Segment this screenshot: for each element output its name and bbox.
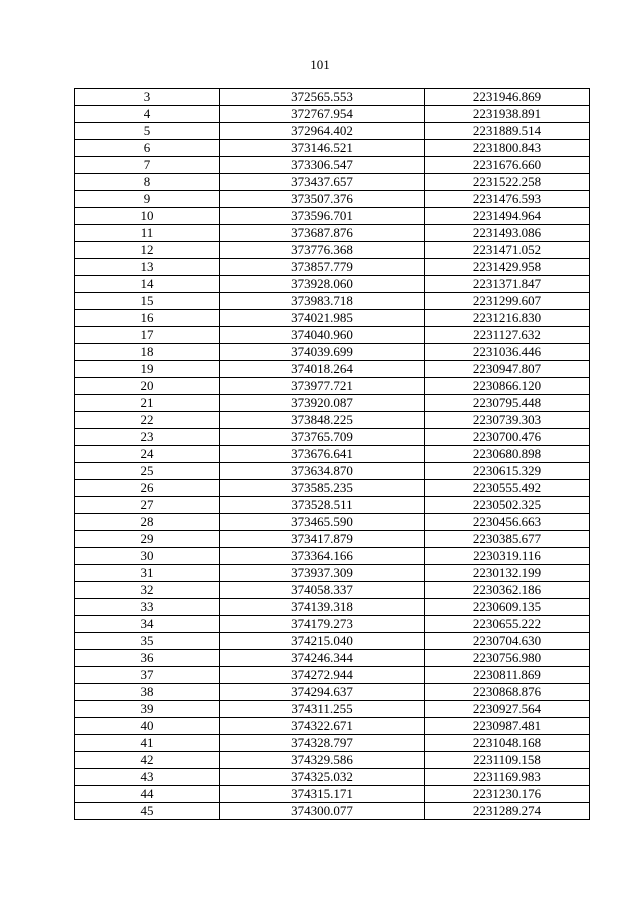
y-coordinate-cell: 2231048.168: [425, 735, 590, 752]
y-coordinate-cell: 2230680.898: [425, 446, 590, 463]
point-number-cell: 31: [75, 565, 220, 582]
table-row: [75, 565, 590, 582]
y-coordinate-cell: 2231429.958: [425, 259, 590, 276]
point-number-cell: 45: [75, 803, 220, 820]
y-coordinate-cell: 2230655.222: [425, 616, 590, 633]
table-row: [75, 701, 590, 718]
point-number-cell: 9: [75, 191, 220, 208]
table-row: [75, 140, 590, 157]
point-number-cell: 43: [75, 769, 220, 786]
y-coordinate-cell: 2231476.593: [425, 191, 590, 208]
y-coordinate-cell: 2231299.607: [425, 293, 590, 310]
point-number-cell: 26: [75, 480, 220, 497]
table-row: [75, 89, 590, 106]
x-coordinate-cell: 373437.657: [220, 174, 425, 191]
x-coordinate-cell: 374272.944: [220, 667, 425, 684]
x-coordinate-cell: 373687.876: [220, 225, 425, 242]
point-number-cell: 12: [75, 242, 220, 259]
x-coordinate-cell: 374328.797: [220, 735, 425, 752]
y-coordinate-cell: 2231938.891: [425, 106, 590, 123]
y-coordinate-cell: 2230811.869: [425, 667, 590, 684]
y-coordinate-cell: 2230756.980: [425, 650, 590, 667]
x-coordinate-cell: 374040.960: [220, 327, 425, 344]
y-coordinate-cell: 2230704.630: [425, 633, 590, 650]
table-row: [75, 497, 590, 514]
point-number-cell: 13: [75, 259, 220, 276]
x-coordinate-cell: 373306.547: [220, 157, 425, 174]
table-row: [75, 735, 590, 752]
x-coordinate-cell: 374325.032: [220, 769, 425, 786]
table-row: [75, 684, 590, 701]
x-coordinate-cell: 373676.641: [220, 446, 425, 463]
point-number-cell: 18: [75, 344, 220, 361]
table-row: [75, 106, 590, 123]
table-row: [75, 667, 590, 684]
y-coordinate-cell: 2231946.869: [425, 89, 590, 106]
point-number-cell: 10: [75, 208, 220, 225]
y-coordinate-cell: 2230795.448: [425, 395, 590, 412]
table-row: [75, 361, 590, 378]
y-coordinate-cell: 2231169.983: [425, 769, 590, 786]
point-number-cell: 38: [75, 684, 220, 701]
x-coordinate-cell: 374039.699: [220, 344, 425, 361]
x-coordinate-cell: 374139.318: [220, 599, 425, 616]
point-number-cell: 28: [75, 514, 220, 531]
point-number-cell: 20: [75, 378, 220, 395]
y-coordinate-cell: 2230555.492: [425, 480, 590, 497]
x-coordinate-cell: 373465.590: [220, 514, 425, 531]
table-row: [75, 582, 590, 599]
x-coordinate-cell: 373146.521: [220, 140, 425, 157]
x-coordinate-cell: 373634.870: [220, 463, 425, 480]
x-coordinate-cell: 372565.553: [220, 89, 425, 106]
table-row: [75, 225, 590, 242]
table-row: [75, 633, 590, 650]
table-row: [75, 803, 590, 820]
x-coordinate-cell: 373983.718: [220, 293, 425, 310]
y-coordinate-cell: 2231127.632: [425, 327, 590, 344]
point-number-cell: 25: [75, 463, 220, 480]
y-coordinate-cell: 2231493.086: [425, 225, 590, 242]
x-coordinate-cell: 374322.671: [220, 718, 425, 735]
y-coordinate-cell: 2230866.120: [425, 378, 590, 395]
table-row: [75, 718, 590, 735]
point-number-cell: 41: [75, 735, 220, 752]
y-coordinate-cell: 2230615.329: [425, 463, 590, 480]
point-number-cell: 23: [75, 429, 220, 446]
point-number-cell: 17: [75, 327, 220, 344]
y-coordinate-cell: 2230456.663: [425, 514, 590, 531]
x-coordinate-cell: 374294.637: [220, 684, 425, 701]
y-coordinate-cell: 2230319.116: [425, 548, 590, 565]
point-number-cell: 22: [75, 412, 220, 429]
x-coordinate-cell: 373528.511: [220, 497, 425, 514]
x-coordinate-cell: 374329.586: [220, 752, 425, 769]
x-coordinate-cell: 373977.721: [220, 378, 425, 395]
x-coordinate-cell: 372964.402: [220, 123, 425, 140]
x-coordinate-cell: 373857.779: [220, 259, 425, 276]
point-number-cell: 8: [75, 174, 220, 191]
x-coordinate-cell: 373507.376: [220, 191, 425, 208]
y-coordinate-cell: 2230609.135: [425, 599, 590, 616]
x-coordinate-cell: 374311.255: [220, 701, 425, 718]
point-number-cell: 24: [75, 446, 220, 463]
point-number-cell: 5: [75, 123, 220, 140]
table-row: [75, 395, 590, 412]
table-row: [75, 514, 590, 531]
x-coordinate-cell: 373585.235: [220, 480, 425, 497]
table-row: [75, 548, 590, 565]
y-coordinate-cell: 2231522.258: [425, 174, 590, 191]
x-coordinate-cell: 374300.077: [220, 803, 425, 820]
y-coordinate-cell: 2231109.158: [425, 752, 590, 769]
x-coordinate-cell: 374246.344: [220, 650, 425, 667]
table-row: [75, 599, 590, 616]
coordinates-table-body: [75, 89, 590, 820]
table-row: [75, 344, 590, 361]
table-row: [75, 412, 590, 429]
y-coordinate-cell: 2230385.677: [425, 531, 590, 548]
point-number-cell: 36: [75, 650, 220, 667]
table-row: [75, 242, 590, 259]
table-row: [75, 378, 590, 395]
y-coordinate-cell: 2230502.325: [425, 497, 590, 514]
point-number-cell: 35: [75, 633, 220, 650]
y-coordinate-cell: 2231371.847: [425, 276, 590, 293]
y-coordinate-cell: 2231889.514: [425, 123, 590, 140]
table-row: [75, 616, 590, 633]
table-row: [75, 531, 590, 548]
x-coordinate-cell: 374021.985: [220, 310, 425, 327]
point-number-cell: 11: [75, 225, 220, 242]
point-number-cell: 6: [75, 140, 220, 157]
point-number-cell: 3: [75, 89, 220, 106]
y-coordinate-cell: 2230987.481: [425, 718, 590, 735]
table-row: [75, 208, 590, 225]
y-coordinate-cell: 2230362.186: [425, 582, 590, 599]
x-coordinate-cell: 373765.709: [220, 429, 425, 446]
point-number-cell: 7: [75, 157, 220, 174]
table-row: [75, 174, 590, 191]
table-row: [75, 480, 590, 497]
point-number-cell: 34: [75, 616, 220, 633]
point-number-cell: 37: [75, 667, 220, 684]
table-row: [75, 157, 590, 174]
table-row: [75, 769, 590, 786]
x-coordinate-cell: 374215.040: [220, 633, 425, 650]
x-coordinate-cell: 374058.337: [220, 582, 425, 599]
table-row: [75, 327, 590, 344]
y-coordinate-cell: 2231289.274: [425, 803, 590, 820]
table-row: [75, 786, 590, 803]
y-coordinate-cell: 2230700.476: [425, 429, 590, 446]
x-coordinate-cell: 374018.264: [220, 361, 425, 378]
x-coordinate-cell: 373848.225: [220, 412, 425, 429]
point-number-cell: 14: [75, 276, 220, 293]
table-row: [75, 191, 590, 208]
table-row: [75, 276, 590, 293]
table-row: [75, 650, 590, 667]
table-row: [75, 429, 590, 446]
y-coordinate-cell: 2230132.199: [425, 565, 590, 582]
y-coordinate-cell: 2231800.843: [425, 140, 590, 157]
point-number-cell: 29: [75, 531, 220, 548]
x-coordinate-cell: 373417.879: [220, 531, 425, 548]
x-coordinate-cell: 373364.166: [220, 548, 425, 565]
y-coordinate-cell: 2231471.052: [425, 242, 590, 259]
y-coordinate-cell: 2231676.660: [425, 157, 590, 174]
x-coordinate-cell: 373596.701: [220, 208, 425, 225]
y-coordinate-cell: 2230927.564: [425, 701, 590, 718]
coordinates-table: [74, 88, 590, 820]
page-number: 101: [310, 57, 330, 72]
x-coordinate-cell: 373776.368: [220, 242, 425, 259]
table-row: [75, 752, 590, 769]
x-coordinate-cell: 372767.954: [220, 106, 425, 123]
point-number-cell: 16: [75, 310, 220, 327]
table-row: [75, 463, 590, 480]
point-number-cell: 40: [75, 718, 220, 735]
y-coordinate-cell: 2231036.446: [425, 344, 590, 361]
point-number-cell: 32: [75, 582, 220, 599]
y-coordinate-cell: 2230739.303: [425, 412, 590, 429]
table-row: [75, 259, 590, 276]
point-number-cell: 19: [75, 361, 220, 378]
y-coordinate-cell: 2231494.964: [425, 208, 590, 225]
point-number-cell: 44: [75, 786, 220, 803]
y-coordinate-cell: 2230947.807: [425, 361, 590, 378]
point-number-cell: 27: [75, 497, 220, 514]
y-coordinate-cell: 2230868.876: [425, 684, 590, 701]
table-row: [75, 446, 590, 463]
table-row: [75, 310, 590, 327]
y-coordinate-cell: 2231216.830: [425, 310, 590, 327]
table-row: [75, 293, 590, 310]
point-number-cell: 30: [75, 548, 220, 565]
x-coordinate-cell: 374315.171: [220, 786, 425, 803]
point-number-cell: 4: [75, 106, 220, 123]
point-number-cell: 33: [75, 599, 220, 616]
point-number-cell: 21: [75, 395, 220, 412]
point-number-cell: 15: [75, 293, 220, 310]
x-coordinate-cell: 373928.060: [220, 276, 425, 293]
point-number-cell: 39: [75, 701, 220, 718]
x-coordinate-cell: 374179.273: [220, 616, 425, 633]
x-coordinate-cell: 373937.309: [220, 565, 425, 582]
x-coordinate-cell: 373920.087: [220, 395, 425, 412]
y-coordinate-cell: 2231230.176: [425, 786, 590, 803]
point-number-cell: 42: [75, 752, 220, 769]
table-row: [75, 123, 590, 140]
